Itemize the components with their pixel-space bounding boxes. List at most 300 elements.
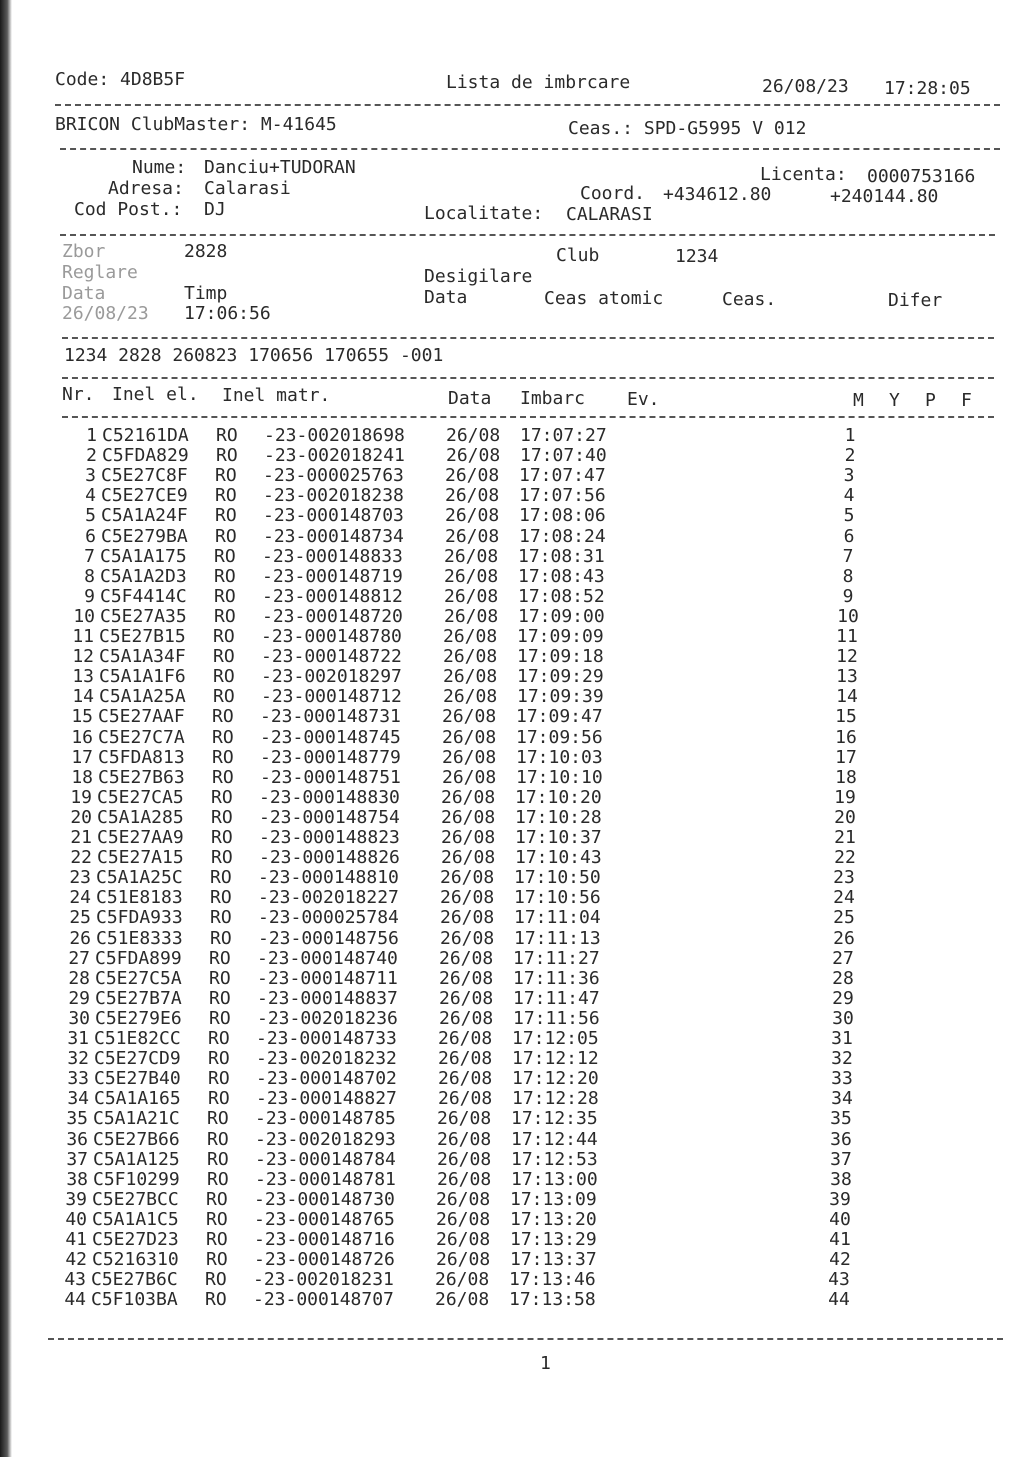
- arrival-date: 26/08: [445, 485, 500, 507]
- ring-country: RO: [206, 1188, 228, 1210]
- arrival-date: 26/08: [443, 646, 498, 668]
- registration-ring: -23-000148823: [259, 827, 400, 848]
- arrival-time: 17:07:56: [519, 485, 606, 507]
- electronic-ring: C5E27AAF: [98, 706, 185, 728]
- arrival-time: 17:12:35: [511, 1108, 598, 1130]
- arrival-time: 17:12:05: [512, 1028, 599, 1049]
- electronic-ring: C51E8183: [96, 887, 183, 909]
- report-time: 17:28:05: [884, 78, 971, 99]
- electronic-ring: C5FDA933: [96, 907, 183, 929]
- arrival-date: 26/08: [439, 1007, 494, 1029]
- rank-m: 29: [832, 987, 854, 1009]
- arrival-time: 17:09:18: [517, 646, 604, 668]
- electronic-ring: C5A1A1F6: [99, 666, 186, 688]
- row-number: 3: [85, 465, 96, 487]
- registration-ring: -23-002018231: [253, 1269, 394, 1291]
- electronic-ring: C51E82CC: [94, 1028, 181, 1049]
- locality-label: Localitate:: [424, 203, 544, 224]
- row-number: 21: [70, 827, 92, 848]
- row-number: 41: [65, 1229, 87, 1250]
- rank-m: 3: [843, 465, 855, 487]
- registration-ring: -23-000148837: [257, 987, 398, 1009]
- arrival-time: 17:11:56: [513, 1007, 600, 1029]
- col-y-header: Y: [889, 390, 900, 411]
- row-number: 10: [73, 605, 95, 627]
- arrival-date: 26/08: [444, 545, 499, 567]
- reglare-data-label: Data: [62, 283, 106, 304]
- electronic-ring: C5E27B63: [98, 766, 185, 788]
- reglare-date: 26/08/23: [62, 303, 149, 324]
- rank-m: 27: [832, 947, 854, 969]
- table-row: [0, 687, 1021, 707]
- registration-ring: -23-000148702: [256, 1068, 397, 1090]
- ring-country: RO: [207, 1108, 229, 1130]
- arrival-time: 17:08:24: [519, 525, 606, 547]
- arrival-time: 17:08:43: [518, 565, 605, 587]
- arrival-date: 26/08: [435, 1269, 490, 1291]
- ring-country: RO: [211, 827, 233, 848]
- col-inel-matr-header: Inel matr.: [222, 385, 331, 406]
- rank-m: 32: [831, 1048, 853, 1070]
- ceas-atomic-label: Ceas atomic: [544, 288, 664, 309]
- arrival-date: 26/08: [441, 847, 496, 869]
- rank-m: 10: [837, 605, 859, 627]
- reglare-timp-label: Timp: [184, 283, 228, 304]
- row-number: 24: [69, 887, 91, 909]
- registration-ring: -23-002018227: [258, 887, 399, 909]
- registration-ring: -23-000148719: [262, 565, 403, 587]
- registration-ring: -23-002018698: [264, 425, 405, 446]
- ceas-label: Ceas.: [722, 289, 777, 310]
- ring-country: RO: [212, 746, 234, 768]
- ring-country: RO: [215, 465, 237, 487]
- arrival-time: 17:09:39: [517, 686, 604, 708]
- electronic-ring: C5A1A34F: [99, 646, 186, 668]
- report-date: 26/08/23: [762, 76, 849, 97]
- table-row: [0, 446, 1024, 466]
- arrival-date: 26/08: [445, 505, 500, 527]
- desigilare-label: Desigilare: [424, 266, 533, 287]
- club-value: 1234: [675, 246, 719, 267]
- electronic-ring: C51E8333: [96, 927, 183, 949]
- registration-ring: -23-000148826: [259, 847, 400, 869]
- ring-country: RO: [210, 927, 232, 949]
- page-number: 1: [540, 1353, 551, 1374]
- row-number: 23: [69, 867, 91, 889]
- table-row: [0, 788, 1019, 808]
- electronic-ring: C5A1A125: [93, 1148, 180, 1170]
- arrival-time: 17:10:10: [516, 766, 603, 788]
- arrival-date: 26/08: [441, 827, 496, 848]
- table-row: [0, 929, 1018, 949]
- registration-ring: -23-000148827: [256, 1088, 397, 1110]
- rank-m: 37: [830, 1148, 852, 1170]
- ring-country: RO: [215, 505, 237, 527]
- postcode-label: Cod Post.:: [74, 199, 183, 220]
- electronic-ring: C5E27B15: [99, 626, 186, 647]
- arrival-date: 26/08: [436, 1208, 491, 1230]
- rank-m: 22: [834, 847, 856, 869]
- arrival-time: 17:08:52: [518, 585, 605, 607]
- table-row: [0, 567, 1022, 587]
- arrival-date: 26/08: [440, 887, 495, 909]
- rank-m: 42: [829, 1249, 851, 1271]
- rank-m: 2: [844, 445, 856, 467]
- arrival-time: 17:12:44: [511, 1128, 598, 1150]
- arrival-time: 17:11:36: [513, 967, 600, 989]
- registration-ring: -23-000148785: [255, 1108, 396, 1130]
- table-row: [0, 1069, 1016, 1089]
- registration-ring: -23-002018297: [261, 666, 402, 688]
- ring-country: RO: [215, 525, 237, 547]
- row-number: 26: [69, 927, 91, 949]
- row-number: 12: [72, 646, 94, 668]
- registration-ring: -23-000148780: [261, 626, 402, 647]
- arrival-date: 26/08: [437, 1168, 492, 1190]
- rank-m: 30: [832, 1007, 854, 1029]
- report-title: Lista de imbrcare: [446, 72, 631, 93]
- registration-ring: -23-000148716: [254, 1229, 395, 1250]
- rank-m: 9: [842, 585, 854, 607]
- electronic-ring: C5A1A2D3: [100, 565, 187, 587]
- ring-country: RO: [208, 1028, 230, 1049]
- owner-address: Calarasi: [204, 178, 291, 199]
- electronic-ring: C5E27CE9: [101, 485, 188, 507]
- electronic-ring: C5E27BCC: [92, 1188, 179, 1210]
- report-code: Code: 4D8B5F: [55, 69, 186, 90]
- arrival-time: 17:11:13: [514, 927, 601, 949]
- table-row: [0, 486, 1023, 506]
- reglare-time: 17:06:56: [184, 303, 271, 324]
- rank-m: 6: [843, 525, 855, 547]
- row-number: 40: [65, 1208, 87, 1230]
- row-number: 22: [70, 847, 92, 869]
- rank-m: 23: [833, 867, 855, 889]
- table-row: [0, 808, 1019, 828]
- ring-country: RO: [211, 847, 233, 869]
- table-row: [0, 587, 1022, 607]
- rank-m: 26: [833, 927, 855, 949]
- arrival-time: 17:10:03: [516, 746, 603, 768]
- registration-ring: -23-000148720: [262, 605, 403, 627]
- table-row: [0, 647, 1021, 667]
- registration-ring: -23-000148812: [262, 585, 403, 607]
- electronic-ring: C5E27CA5: [97, 786, 184, 808]
- row-number: 38: [66, 1168, 88, 1190]
- table-row: [0, 506, 1023, 526]
- registration-ring: -23-000148734: [263, 525, 404, 547]
- registration-ring: -23-000148810: [258, 867, 399, 889]
- ring-country: RO: [207, 1148, 229, 1170]
- ring-country: RO: [209, 987, 231, 1009]
- separator: [62, 416, 994, 418]
- arrival-date: 26/08: [437, 1148, 492, 1170]
- arrival-date: 26/08: [436, 1188, 491, 1210]
- rank-m: 34: [831, 1088, 853, 1110]
- table-row: [0, 1089, 1016, 1109]
- reglare-label: Reglare: [62, 262, 138, 283]
- ring-country: RO: [207, 1168, 229, 1190]
- arrival-date: 26/08: [446, 445, 501, 467]
- registration-ring: -23-000148712: [261, 686, 402, 708]
- electronic-ring: C5A1A1C5: [92, 1208, 179, 1230]
- owner-locality: CALARASI: [566, 204, 653, 225]
- table-row: [0, 1250, 1014, 1270]
- ring-country: RO: [210, 867, 232, 889]
- col-inel-el-header: Inel el.: [112, 384, 199, 405]
- arrival-date: 26/08: [436, 1249, 491, 1271]
- row-number: 31: [67, 1028, 89, 1049]
- registration-ring: -23-000148779: [260, 746, 401, 768]
- table-row: [0, 1190, 1014, 1210]
- col-ev-header: Ev.: [627, 389, 660, 410]
- ring-country: RO: [206, 1208, 228, 1230]
- arrival-date: 26/08: [442, 746, 497, 768]
- arrival-date: 26/08: [443, 686, 498, 708]
- registration-ring: -23-000148733: [256, 1028, 397, 1049]
- license-label: Licenta:: [760, 164, 847, 185]
- registration-ring: -23-002018293: [255, 1128, 396, 1150]
- rank-m: 8: [842, 565, 854, 587]
- system-info: BRICON ClubMaster: M-41645: [55, 114, 337, 135]
- row-number: 35: [66, 1108, 88, 1130]
- arrival-date: 26/08: [440, 907, 495, 929]
- electronic-ring: C5E27B40: [94, 1068, 181, 1090]
- ring-country: RO: [215, 485, 237, 507]
- row-number: 15: [71, 706, 93, 728]
- ring-country: RO: [211, 786, 233, 808]
- electronic-ring: C5E27D23: [92, 1229, 179, 1250]
- row-number: 1: [86, 425, 97, 446]
- electronic-ring: C5A1A165: [94, 1088, 181, 1110]
- ring-country: RO: [206, 1229, 228, 1250]
- table-row: [0, 1009, 1017, 1029]
- rank-m: 35: [830, 1108, 852, 1130]
- rank-m: 36: [830, 1128, 852, 1150]
- desigilare-data-label: Data: [424, 287, 468, 308]
- electronic-ring: C5E27AA9: [97, 827, 184, 848]
- registration-ring: -23-000148751: [260, 766, 401, 788]
- electronic-ring: C5E27CD9: [94, 1048, 181, 1070]
- table-row: [0, 1049, 1016, 1069]
- arrival-date: 26/08: [438, 1068, 493, 1090]
- arrival-date: 26/08: [443, 626, 498, 647]
- registration-ring: -23-000025763: [263, 465, 404, 487]
- arrival-time: 17:07:27: [520, 425, 607, 446]
- electronic-ring: C52161DA: [102, 425, 189, 446]
- arrival-date: 26/08: [440, 927, 495, 949]
- arrival-time: 17:13:29: [510, 1229, 597, 1250]
- rank-m: 19: [834, 786, 856, 808]
- row-number: 43: [64, 1269, 86, 1291]
- arrival-time: 17:11:04: [514, 907, 601, 929]
- rank-m: 17: [835, 746, 857, 768]
- table-row: [0, 426, 1024, 446]
- row-number: 29: [68, 987, 90, 1009]
- registration-ring: -23-000148784: [255, 1148, 396, 1170]
- rank-m: 15: [835, 706, 857, 728]
- table-row: [0, 1150, 1015, 1170]
- rank-m: 40: [829, 1208, 851, 1230]
- table-row: [0, 949, 1017, 969]
- rank-m: 14: [836, 686, 858, 708]
- arrival-date: 26/08: [442, 726, 497, 748]
- electronic-ring: C5F10299: [93, 1168, 180, 1190]
- electronic-ring: C5F4414C: [100, 585, 187, 607]
- arrival-date: 26/08: [440, 867, 495, 889]
- registration-ring: -23-000148833: [262, 545, 403, 567]
- electronic-ring: C5E279E6: [95, 1007, 182, 1029]
- row-number: 37: [66, 1148, 88, 1170]
- row-number: 17: [71, 746, 93, 768]
- arrival-time: 17:12:28: [512, 1088, 599, 1110]
- row-number: 2: [86, 445, 97, 467]
- electronic-ring: C5E27C7A: [98, 726, 185, 748]
- table-row: [0, 828, 1019, 848]
- table-row: [0, 1290, 1013, 1310]
- electronic-ring: C5A1A21C: [93, 1108, 180, 1130]
- electronic-ring: C5A1A24F: [101, 505, 188, 527]
- difer-label: Difer: [888, 290, 943, 311]
- row-number: 20: [70, 806, 92, 828]
- rank-m: 20: [834, 806, 856, 828]
- clock-info: Ceas.: SPD-G5995 V 012: [568, 118, 807, 139]
- registration-ring: -23-000148781: [255, 1168, 396, 1190]
- table-row: [0, 728, 1020, 748]
- electronic-ring: C5A1A285: [97, 806, 184, 828]
- ring-country: RO: [208, 1088, 230, 1110]
- rank-m: 41: [829, 1229, 851, 1250]
- separator: [60, 148, 1000, 150]
- ring-country: RO: [211, 806, 233, 828]
- row-number: 11: [72, 626, 94, 647]
- electronic-ring: C5216310: [92, 1249, 179, 1271]
- electronic-ring: C5FDA899: [95, 947, 182, 969]
- arrival-date: 26/08: [444, 565, 499, 587]
- registration-ring: -23-000148765: [254, 1208, 395, 1230]
- row-number: 33: [67, 1068, 89, 1090]
- separator: [55, 104, 1000, 106]
- row-number: 16: [71, 726, 93, 748]
- row-number: 27: [68, 947, 90, 969]
- table-row: [0, 1210, 1014, 1230]
- ring-country: RO: [207, 1128, 229, 1150]
- registration-ring: -23-002018241: [264, 445, 405, 467]
- arrival-time: 17:13:58: [509, 1289, 596, 1311]
- ring-country: RO: [212, 766, 234, 788]
- arrival-time: 17:08:06: [519, 505, 606, 527]
- ring-country: RO: [216, 425, 238, 446]
- electronic-ring: C5FDA813: [98, 746, 185, 768]
- arrival-date: 26/08: [439, 967, 494, 989]
- arrival-time: 17:09:47: [516, 706, 603, 728]
- row-number: 44: [64, 1289, 86, 1311]
- ring-country: RO: [214, 585, 236, 607]
- arrival-time: 17:10:50: [514, 867, 601, 889]
- table-row: [0, 1230, 1014, 1250]
- zbor-label: Zbor: [62, 241, 106, 262]
- ring-country: RO: [205, 1289, 227, 1311]
- table-row: [0, 527, 1023, 547]
- table-row: [0, 908, 1018, 928]
- address-label: Adresa:: [108, 178, 184, 199]
- electronic-ring: C5A1A25A: [99, 686, 186, 708]
- rank-m: 31: [831, 1028, 853, 1049]
- row-number: 32: [67, 1048, 89, 1070]
- table-row: [0, 868, 1018, 888]
- ring-country: RO: [214, 545, 236, 567]
- rank-m: 25: [833, 907, 855, 929]
- rank-m: 5: [843, 505, 855, 527]
- ring-country: RO: [214, 565, 236, 587]
- ring-country: RO: [213, 666, 235, 688]
- ring-country: RO: [208, 1048, 230, 1070]
- arrival-time: 17:13:00: [511, 1168, 598, 1190]
- table-row: [0, 1130, 1015, 1150]
- arrival-date: 26/08: [441, 806, 496, 828]
- electronic-ring: C5A1A25C: [96, 867, 183, 889]
- separator: [62, 337, 994, 339]
- rank-m: 11: [836, 626, 858, 647]
- arrival-date: 26/08: [436, 1229, 491, 1250]
- registration-ring: -23-002018232: [256, 1048, 397, 1070]
- table-row: [0, 969, 1017, 989]
- col-f-header: F: [961, 390, 972, 411]
- arrival-date: 26/08: [438, 1028, 493, 1049]
- registration-ring: -23-000148722: [261, 646, 402, 668]
- table-row: [0, 1170, 1015, 1190]
- coord-latitude: +434612.80: [663, 184, 772, 205]
- col-p-header: P: [925, 390, 936, 411]
- arrival-date: 26/08: [442, 706, 497, 728]
- table-row: [0, 768, 1020, 788]
- row-number: 28: [68, 967, 90, 989]
- arrival-date: 26/08: [446, 425, 501, 446]
- arrival-date: 26/08: [435, 1289, 490, 1311]
- rank-m: 43: [828, 1269, 850, 1291]
- ring-country: RO: [213, 686, 235, 708]
- arrival-time: 17:11:47: [513, 987, 600, 1009]
- row-number: 5: [85, 505, 96, 527]
- ring-country: RO: [216, 445, 238, 467]
- electronic-ring: C5E27C8F: [101, 465, 188, 487]
- rank-m: 38: [830, 1168, 852, 1190]
- registration-ring: -23-000148830: [259, 786, 400, 808]
- arrival-time: 17:13:37: [510, 1249, 597, 1271]
- row-number: 8: [84, 565, 95, 587]
- ring-country: RO: [212, 706, 234, 728]
- rank-m: 4: [843, 485, 855, 507]
- table-row: [0, 1109, 1015, 1129]
- ring-country: RO: [214, 605, 236, 627]
- electronic-ring: C5E27A15: [97, 847, 184, 869]
- arrival-time: 17:07:47: [519, 465, 606, 487]
- row-number: 25: [69, 907, 91, 929]
- club-label: Club: [556, 245, 600, 266]
- coord-label: Coord.: [580, 183, 646, 204]
- row-number: 13: [72, 666, 94, 688]
- arrival-date: 26/08: [445, 525, 500, 547]
- electronic-ring: C5F103BA: [91, 1289, 178, 1311]
- row-number: 4: [85, 485, 96, 507]
- electronic-ring: C5E27C5A: [95, 967, 182, 989]
- registration-ring: -23-000148711: [257, 967, 398, 989]
- col-data-header: Data: [448, 388, 492, 409]
- separator: [62, 377, 994, 379]
- ring-country: RO: [205, 1269, 227, 1291]
- rank-m: 44: [828, 1289, 850, 1311]
- registration-ring: -23-000025784: [258, 907, 399, 929]
